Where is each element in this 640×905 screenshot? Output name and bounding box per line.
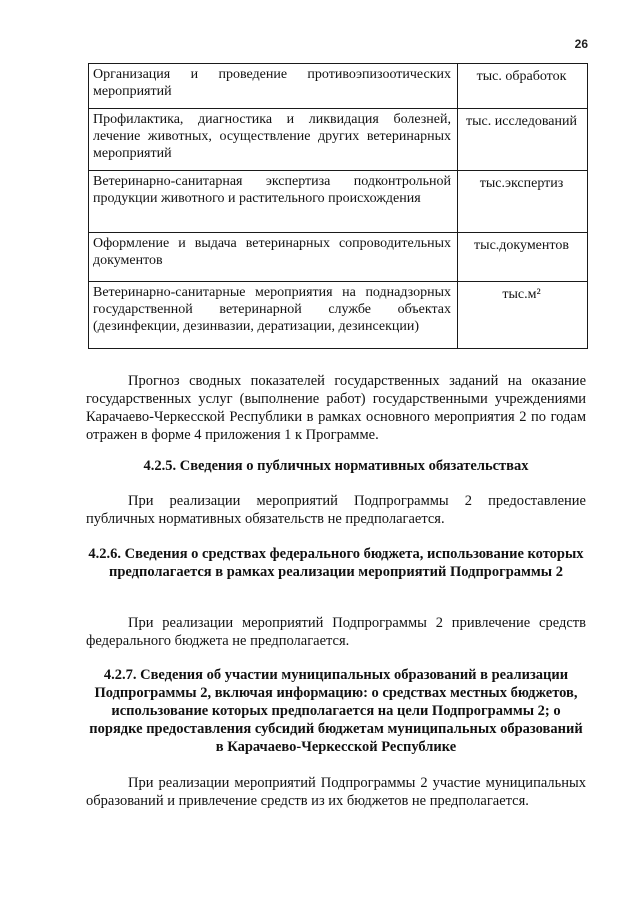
measure-unit: тыс.документов <box>458 233 588 282</box>
section-heading-4-2-5: 4.2.5. Сведения о публичных нормативных обязательствах <box>143 458 529 474</box>
measure-unit: тыс. обработок <box>458 64 588 109</box>
measure-unit: тыс.экспертиз <box>458 171 588 233</box>
municipal-participation-paragraph: При реализации мероприятий Подпрограммы 2 участие муниципальных образований и привлечение средств из их бюджетов не предполагается. <box>86 775 586 809</box>
measure-name: Организация и проведение противоэпизоотических мероприятий <box>89 64 458 109</box>
table-row <box>89 282 588 349</box>
public-obligations-paragraph: При реализации мероприятий Подпрограммы 2 предоставление публичных нормативных обязательств не предполагается. <box>86 493 586 527</box>
measure-unit: тыс.м² <box>458 282 588 349</box>
table-row <box>89 171 588 233</box>
page-number: 26 <box>574 37 588 51</box>
forecast-paragraph: Прогноз сводных показателей государственных заданий на оказание государственных услуг (выполнение работ) государственными учреждениями Карачаево-Черкесской Республики в рамках основного мероприятия 2 по годам отражен в форме 4 приложения 1 к Программе. <box>86 373 586 443</box>
measure-name: Оформление и выдача ветеринарных сопроводительных документов <box>89 233 458 282</box>
measure-name: Ветеринарно-санитарная экспертиза подконтрольной продукции животного и растительного происхождения <box>89 171 458 233</box>
measure-name: Профилактика, диагностика и ликвидация болезней, лечение животных, осуществление других ветеринарных мероприятий <box>89 109 458 171</box>
table-row <box>89 64 588 109</box>
table-row <box>89 233 588 282</box>
measure-name: Ветеринарно-санитарные мероприятия на поднадзорных государственной ветеринарной службе объектах (дезинфекции, дезинвазии, дератизации, дезинсекции) <box>89 282 458 349</box>
section-heading-4-2-6: 4.2.6. Сведения о средствах федерального бюджета, использование которых предполагается в рамках реализации мероприятий Подпрограммы 2 <box>88 546 584 580</box>
table-row <box>89 109 588 171</box>
federal-budget-paragraph: При реализации мероприятий Подпрограммы 2 привлечение средств федерального бюджета не предполагается. <box>86 615 586 649</box>
measure-unit: тыс. исследований <box>458 109 588 171</box>
measures-table <box>88 63 588 349</box>
section-heading-4-2-7: 4.2.7. Сведения об участии муниципальных образований в реализации Подпрограммы 2, включая информацию: о средствах местных бюджетов, использование которых предполагается на цели Подпрограммы 2; о порядке предоставления субсидий бюджетам муниципальных образований в Карачаево-Черкесской Республике <box>89 667 583 755</box>
